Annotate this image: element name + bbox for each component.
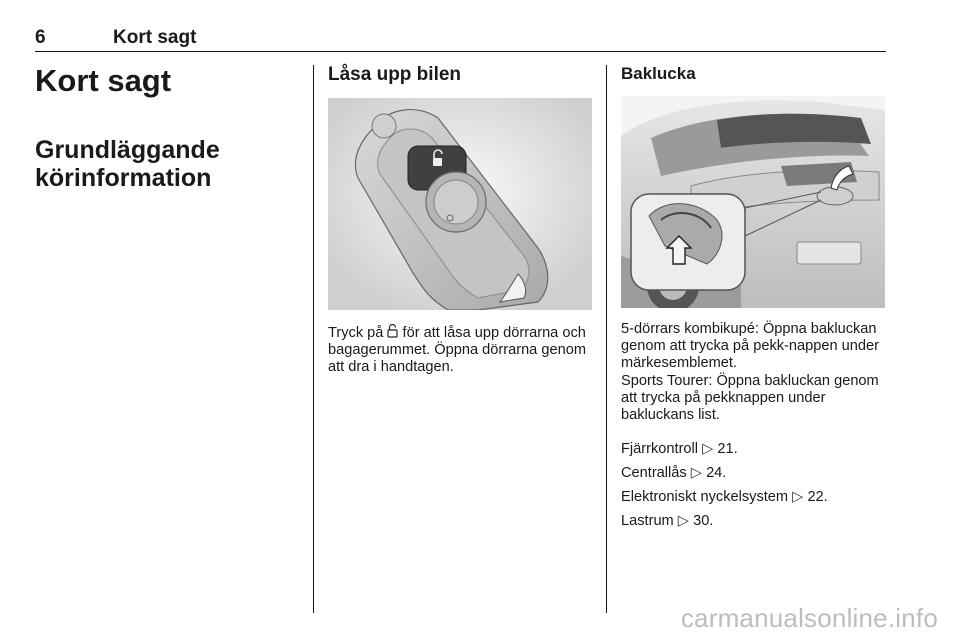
arrow-right-icon: ▷ [702, 441, 714, 457]
reference-label: Fjärrkontroll [621, 441, 699, 457]
reference-page: 24. [706, 465, 727, 481]
instruction-text-start: Tryck på [328, 325, 384, 341]
reference-page: 30. [693, 513, 714, 529]
column-divider-1 [313, 65, 314, 613]
reference-label: Elektroniskt nyckelsystem [621, 489, 789, 505]
column-divider-2 [606, 65, 607, 613]
reference-item[interactable] [621, 441, 889, 458]
key-fob-illustration [328, 98, 592, 310]
unlock-icon [387, 324, 398, 338]
reference-label: Lastrum [621, 513, 674, 529]
reference-label: Centrallås [621, 465, 687, 481]
instruction-text-end: för att låsa upp dörrarna och bagagerummet. Öppna dörrarna genom att dra i handtagen. [328, 325, 586, 375]
reference-page: 22. [807, 489, 828, 505]
reference-item[interactable] [621, 465, 889, 482]
chapter-title: Kort sagt [113, 27, 197, 48]
arrow-right-icon: ▷ [677, 513, 690, 529]
page-number: 6 [35, 27, 46, 48]
unlock-instructions [328, 324, 598, 376]
arrow-right-icon: ▷ [792, 489, 804, 505]
section-title: Kort sagt [35, 63, 172, 98]
reference-item[interactable] [621, 513, 889, 530]
reference-item[interactable] [621, 489, 889, 506]
section-subtitle: Grundläggande körinformation [35, 136, 220, 192]
tailgate-para-1: 5-dörrars kombikupé: Öppna bakluckan genom att trycka på pekk-nappen under märkesemblemet. [621, 321, 879, 371]
arrow-right-icon: ▷ [690, 465, 702, 481]
watermark: carmanualsonline.info [680, 603, 938, 633]
reference-page: 21. [717, 441, 738, 457]
tailgate-illustration [621, 96, 885, 308]
header-rule [35, 51, 886, 52]
unlock-heading: Låsa upp bilen [328, 64, 462, 85]
tailgate-heading: Baklucka [621, 64, 696, 83]
tailgate-para-2: Sports Tourer: Öppna bakluckan genom att trycka på pekknappen under bakluckans list. [621, 373, 879, 423]
